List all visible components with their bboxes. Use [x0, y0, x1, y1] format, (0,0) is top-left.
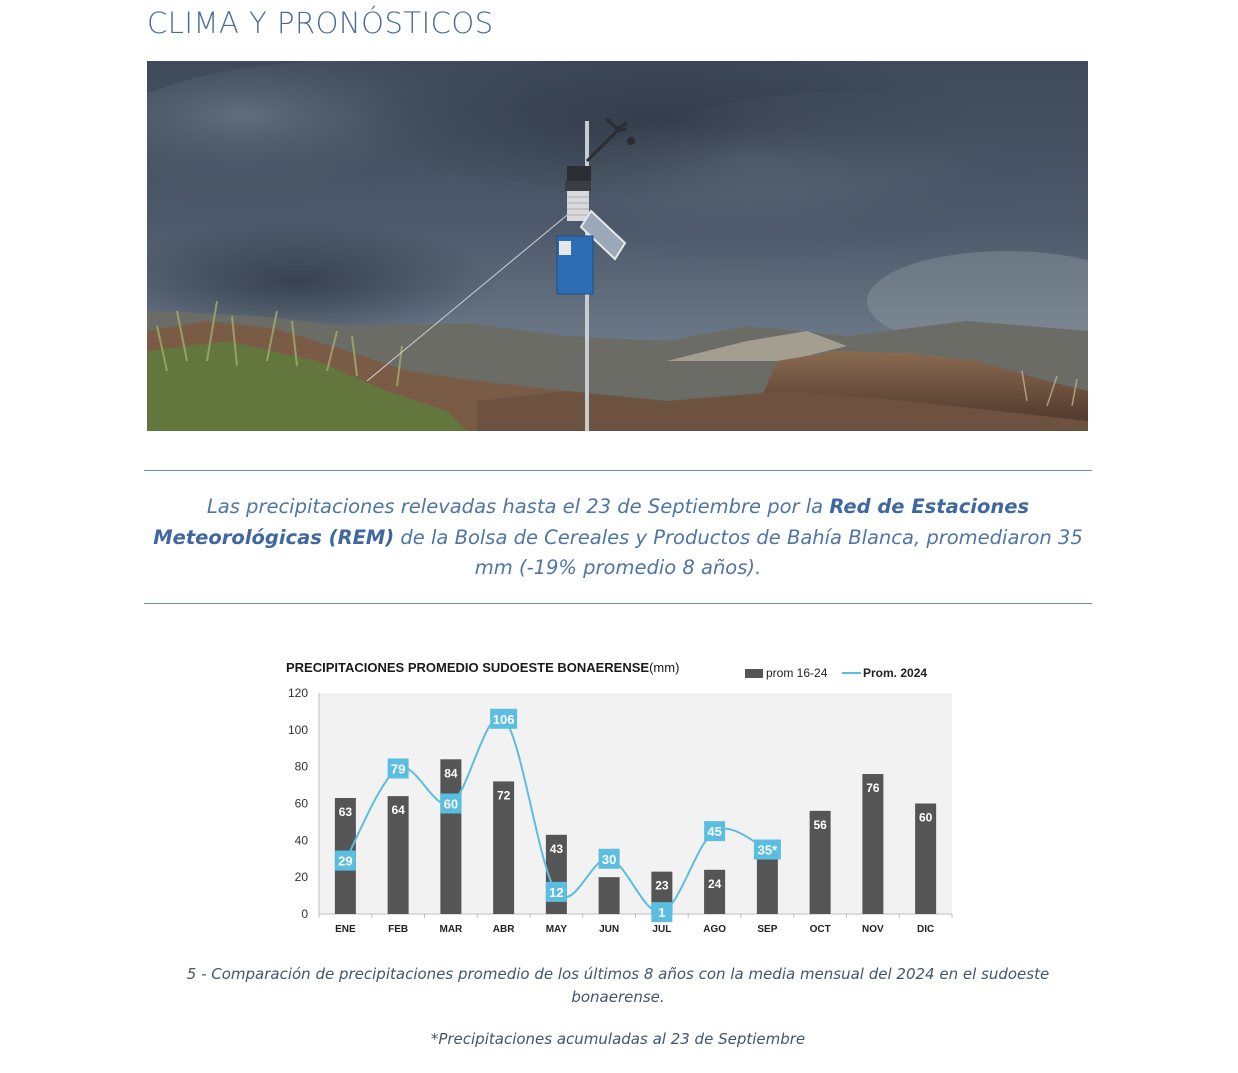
- line-value-label: 79: [390, 761, 406, 777]
- bar-value-label: 43: [549, 841, 564, 856]
- bar: [757, 859, 778, 914]
- bar-value-label: 56: [813, 817, 827, 832]
- bar: [440, 759, 461, 914]
- y-tick-label: 60: [294, 796, 308, 811]
- x-tick-label: AGO: [703, 924, 727, 935]
- x-tick-label: ENE: [335, 924, 356, 935]
- summary-text-part1: Las precipitaciones relevadas hasta el 23 de Septiembre por la: [206, 495, 830, 518]
- precipitation-chart-svg: [278, 650, 958, 950]
- y-tick-label: 20: [294, 870, 308, 885]
- y-tick-label: 80: [294, 759, 308, 774]
- x-tick-label: DIC: [917, 924, 935, 935]
- bar-value-label: 72: [496, 788, 511, 803]
- bar-value-label: 64: [391, 803, 405, 818]
- figure-caption: 5 - Comparación de precipitaciones promedio de los últimos 8 años con la media mensual del 2024 en el sudoeste bonaerense.: [186, 965, 1050, 1006]
- bar-value-label: 63: [338, 804, 353, 819]
- y-tick-label: 0: [301, 907, 308, 921]
- bar-value-label: 84: [444, 766, 458, 781]
- legend-label-line: Prom. 2024: [863, 666, 928, 680]
- weather-station-photo: [147, 61, 1088, 431]
- line-value-label: 60: [443, 796, 459, 812]
- y-tick-label: 120: [287, 686, 308, 700]
- hero-photo: [147, 61, 1088, 431]
- x-tick-label: OCT: [809, 924, 831, 935]
- line-value-label: 45: [707, 824, 722, 840]
- page-title: CLIMA Y PRONÓSTICOS: [147, 6, 494, 40]
- line-value-label: 30: [601, 851, 617, 867]
- x-tick-label: NOV: [862, 924, 884, 935]
- x-tick-label: JUL: [652, 924, 672, 935]
- summary-text-bold: Red de Estaciones Meteorológicas (REM): [153, 495, 1030, 549]
- bar-value-label: 76: [866, 781, 880, 796]
- summary-text: [150, 492, 1086, 584]
- x-tick-label: ABR: [492, 924, 515, 935]
- chart-y-axis: [288, 686, 319, 921]
- line-value-label: 106: [492, 711, 515, 727]
- x-tick-label: MAY: [545, 924, 568, 935]
- line-value-label: 1: [658, 905, 666, 921]
- chart-legend: [745, 666, 927, 680]
- line-value-label: 35*: [757, 842, 778, 858]
- chart-x-axis: [319, 914, 952, 935]
- x-tick-label: MAR: [439, 924, 463, 935]
- figure-footnote: *Precipitaciones acumuladas al 23 de Septiembre: [430, 1030, 806, 1048]
- legend-swatch-bar: [745, 669, 763, 678]
- bar-value-label: 23: [655, 878, 669, 893]
- line-value-label: 29: [338, 853, 353, 869]
- legend-label-bar: prom 16-24: [766, 666, 828, 680]
- bar-value-label: 60: [918, 810, 933, 825]
- divider-top: [144, 470, 1092, 471]
- chart-title-unit: (mm): [649, 660, 680, 675]
- x-tick-label: SEP: [757, 924, 778, 935]
- x-tick-label: FEB: [388, 924, 409, 935]
- precipitation-chart: [278, 650, 958, 950]
- summary-text-part2: de la Bolsa de Cereales y Productos de Bahía Blanca, promediaron 35 mm (-19% promedio 8 años).: [394, 525, 1083, 579]
- bar: [599, 877, 620, 914]
- chart-title-text: PRECIPITACIONES PROMEDIO SUDOESTE BONAERENSE: [286, 660, 650, 675]
- chart-title: [286, 660, 679, 675]
- divider-bottom: [144, 603, 1092, 604]
- line-value-label: 12: [549, 884, 564, 900]
- y-tick-label: 100: [287, 722, 308, 737]
- y-tick-label: 40: [294, 833, 308, 848]
- x-tick-label: JUN: [599, 924, 620, 935]
- bar-value-label: 24: [707, 876, 722, 891]
- chart-plot-area: [319, 693, 952, 914]
